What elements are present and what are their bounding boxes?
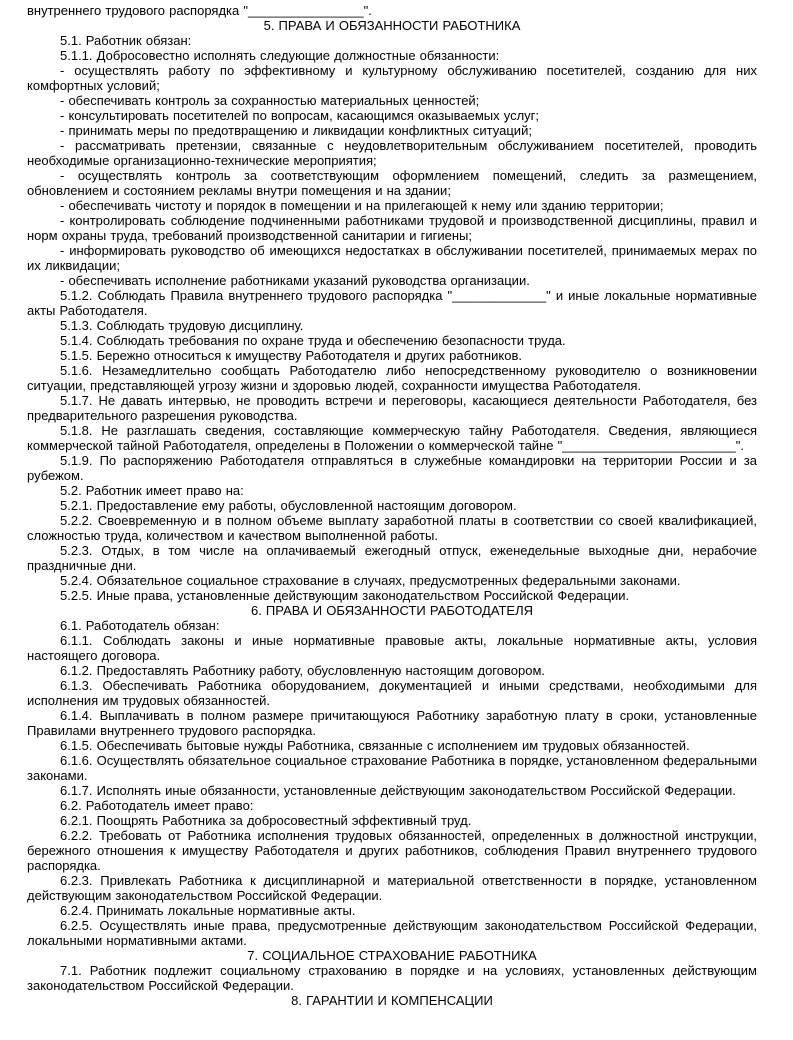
continuation-line: внутреннего трудового распорядка "________________". xyxy=(27,3,372,18)
list-item: - контролировать соблюдение подчиненными работниками трудовой и производственной дисциплины, правил и норм охраны труда, требований производственной санитарии и гигиены; xyxy=(27,213,757,243)
paragraph: 6.2.2. Требовать от Работника исполнения трудовых обязанностей, определенных в должностной инструкции, бережного отношения к имуществу Работодателя и других работников, соблюдения Правил внутреннего трудового распорядка. xyxy=(27,828,757,873)
list-item: - рассматривать претензии, связанные с неудовлетворительным обслуживанием посетителей, проводить необходимые организационно-технические мероприятия; xyxy=(27,138,757,168)
paragraph: 6.1.2. Предоставлять Работнику работу, обусловленную настоящим договором. xyxy=(60,663,545,678)
paragraph: 5.1.8. Не разглашать сведения, составляющие коммерческую тайну Работодателя. Сведения, являющиеся коммерческой тайной Работодателя, определены в Положении о коммерческой тайне "________________________". xyxy=(27,423,757,453)
section-heading-5: 5. ПРАВА И ОБЯЗАННОСТИ РАБОТНИКА xyxy=(263,18,521,33)
paragraph: 5.2.2. Своевременную и в полном объеме выплату заработной платы в соответствии со своей квалификацией, сложностью труда, количеством и качеством выполненной работы. xyxy=(27,513,757,543)
paragraph: 5.1.2. Соблюдать Правила внутреннего трудового распорядка "_____________" и иные локальные нормативные акты Работодателя. xyxy=(27,288,757,318)
paragraph: 5.1.1. Добросовестно исполнять следующие должностные обязанности: xyxy=(60,48,500,63)
list-item: - обеспечивать чистоту и порядок в помещении и на прилегающей к нему или зданию территории; xyxy=(60,198,664,213)
paragraph: 6.1.6. Осуществлять обязательное социальное страхование Работника в порядке, установленном федеральными законами. xyxy=(27,753,758,783)
paragraph: 6.1. Работодатель обязан: xyxy=(60,618,220,633)
paragraph: 5.1.3. Соблюдать трудовую дисциплину. xyxy=(60,318,304,333)
paragraph: 5.2.5. Иные права, установленные действующим законодательством Российской Федерации. xyxy=(60,588,630,603)
section-heading-8: 8. ГАРАНТИИ И КОМПЕНСАЦИИ xyxy=(291,993,493,1008)
paragraph: 7.1. Работник подлежит социальному страхованию в порядке и на условиях, установленных действующим законодательством Российской Федерации. xyxy=(27,963,757,993)
paragraph: 5.1.4. Соблюдать требования по охране труда и обеспечению безопасности труда. xyxy=(60,333,566,348)
paragraph: 6.2.1. Поощрять Работника за добросовестный эффективный труд. xyxy=(60,813,472,828)
paragraph: 5.1.9. По распоряжению Работодателя отправляться в служебные командировки на территории России и за рубежом. xyxy=(27,453,757,483)
paragraph: 5.2. Работник имеет право на: xyxy=(60,483,244,498)
paragraph: 6.1.3. Обеспечивать Работника оборудованием, документацией и иными средствами, необходимыми для исполнения им трудовых обязанностей. xyxy=(27,678,757,708)
paragraph: 6.2. Работодатель имеет право: xyxy=(60,798,254,813)
list-item: - консультировать посетителей по вопросам, касающимся оказываемых услуг; xyxy=(60,108,540,123)
paragraph: 5.1. Работник обязан: xyxy=(60,33,192,48)
paragraph: 5.2.4. Обязательное социальное страхование в случаях, предусмотренных федеральными законами. xyxy=(60,573,681,588)
list-item: - осуществлять работу по эффективному и культурному обслуживанию посетителей, созданию для них комфортных условий; xyxy=(27,63,757,93)
paragraph: 5.1.7. Не давать интервью, не проводить встречи и переговоры, касающиеся деятельности Работодателя, без предварительного разрешения руководства. xyxy=(27,393,757,423)
section-heading-6: 6. ПРАВА И ОБЯЗАННОСТИ РАБОТОДАТЕЛЯ xyxy=(250,603,534,618)
paragraph: 6.1.4. Выплачивать в полном размере причитающуюся Работнику заработную плату в сроки, установленные Правилами внутреннего трудового распорядка. xyxy=(27,708,757,738)
paragraph: 5.1.5. Бережно относиться к имуществу Работодателя и других работников. xyxy=(60,348,522,363)
paragraph: 6.2.5. Осуществлять иные права, предусмотренные действующим законодательством Российской Федерации, локальными нормативными актами. xyxy=(27,918,757,948)
paragraph: 6.2.3. Привлекать Работника к дисциплинарной и материальной ответственности в порядке, установленном действующим законодательством Российской Федерации. xyxy=(27,873,757,903)
paragraph: 6.1.7. Исполнять иные обязанности, установленные действующим законодательством Российской Федерации. xyxy=(60,783,736,798)
list-item: - обеспечивать исполнение работниками указаний руководства организации. xyxy=(60,273,530,288)
section-heading-7: 7. СОЦИАЛЬНОЕ СТРАХОВАНИЕ РАБОТНИКА xyxy=(247,948,537,963)
list-item: - осуществлять контроль за соответствующим оформлением помещений, следить за размещением, обновлением и состоянием рекламы внутри помещения и на здании; xyxy=(27,168,757,198)
list-item: - принимать меры по предотвращению и ликвидации конфликтных ситуаций; xyxy=(60,123,532,138)
paragraph: 6.2.4. Принимать локальные нормативные акты. xyxy=(60,903,356,918)
paragraph: 6.1.1. Соблюдать законы и иные нормативные правовые акты, локальные нормативные акты, условия настоящего договора. xyxy=(27,633,757,663)
paragraph: 6.1.5. Обеспечивать бытовые нужды Работника, связанные с исполнением им трудовых обязанностей. xyxy=(60,738,690,753)
paragraph: 5.2.3. Отдых, в том числе на оплачиваемый ежегодный отпуск, еженедельные выходные дни, нерабочие праздничные дни. xyxy=(27,543,757,573)
paragraph: 5.2.1. Предоставление ему работы, обусловленной настоящим договором. xyxy=(60,498,517,513)
list-item: - информировать руководство об имеющихся недостатках в обслуживании посетителей, принимаемых мерах по их ликвидации; xyxy=(27,243,757,273)
paragraph: 5.1.6. Незамедлительно сообщать Работодателю либо непосредственному руководителю о возникновении ситуации, представляющей угрозу жизни и здоровью людей, сохранности имущества Работодателя. xyxy=(27,363,757,393)
list-item: - обеспечивать контроль за сохранностью материальных ценностей; xyxy=(60,93,480,108)
